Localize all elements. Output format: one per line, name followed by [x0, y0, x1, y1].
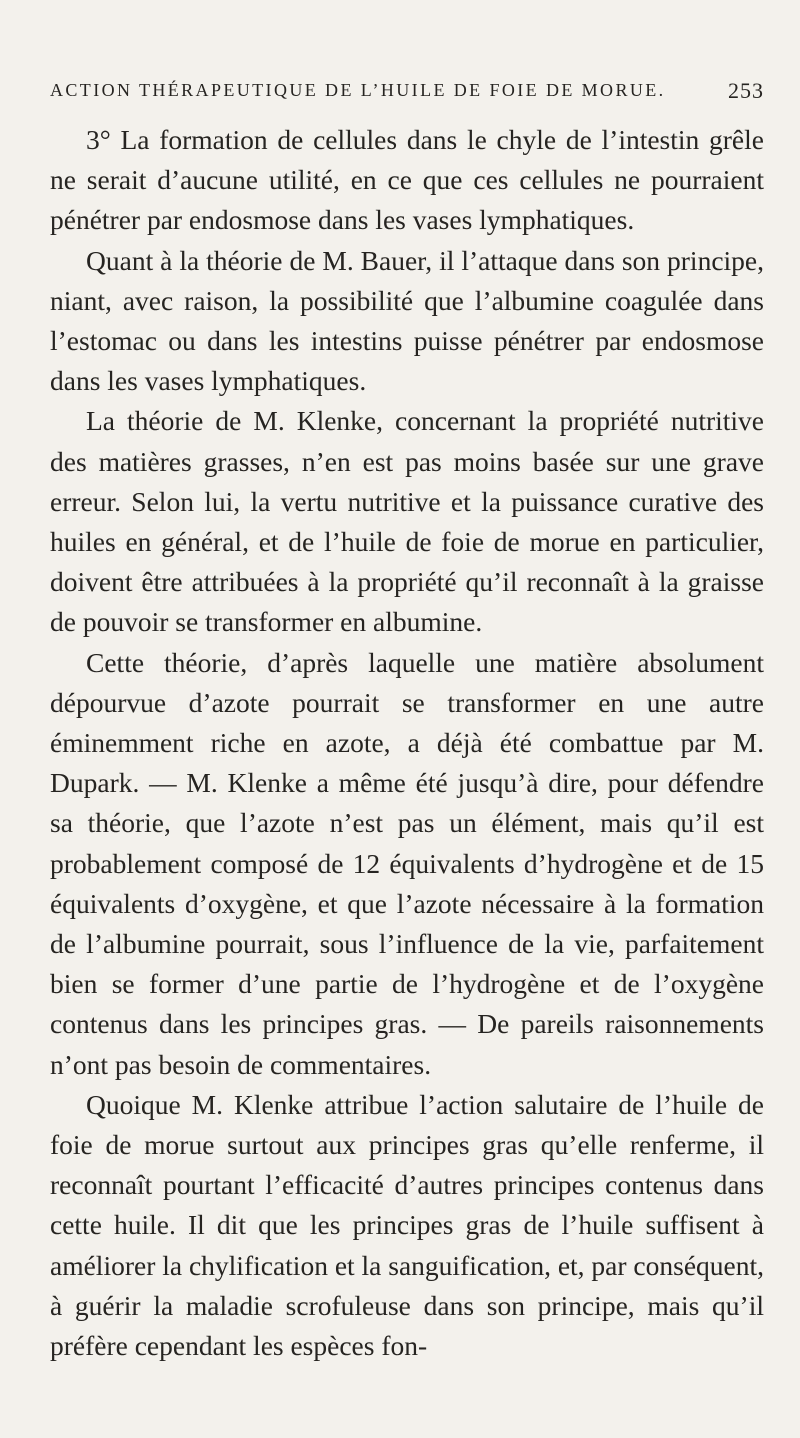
- paragraph-4: Cette théorie, d’après laquelle une matière absolument dépourvue d’azote pourrait se transformer en une autre éminemment riche en azote, a déjà été combattue par M. Dupark. — M. Klenke a même été jusqu’à dire, pour défendre sa théorie, que l’azote n’est pas un élément, mais qu’il est probablement composé de 12 équivalents d’hydrogène et de 15 équivalents d’oxygène, et que l’azote nécessaire à la formation de l’albumine pourrait, sous l’influence de la vie, parfaitement bien se former d’une partie de l’hydrogène et de l’oxygène contenus dans les principes gras. — De pareils raisonnements n’ont pas besoin de commentaires.: [50, 646, 764, 1080]
- paragraph-3: La théorie de M. Klenke, concernant la propriété nutritive des matières grasses, n’en est pas moins basée sur une grave erreur. Selon lui, la vertu nutritive et la puissance curative des huiles en général, et de l’huile de foie de morue en particulier, doivent être attribuées à la propriété qu’il reconnaît à la graisse de pouvoir se transformer en albumine.: [50, 405, 764, 638]
- page-number: 253: [728, 78, 764, 103]
- body-text: [50, 120, 764, 1366]
- paragraph-1: 3° La formation de cellules dans le chyle de l’intestin grêle ne serait d’aucune utilité, en ce que ces cellules ne pourraient pénétrer par endosmose dans les vases lymphatiques.: [50, 124, 764, 236]
- book-page: [50, 78, 764, 1366]
- paragraph-5: Quoique M. Klenke attribue l’action salutaire de l’huile de foie de morue surtout aux principes gras qu’elle renferme, il reconnaît pourtant l’efficacité d’autres principes contenus dans cette huile. Il dit que les principes gras de l’huile suffisent à améliorer la chylification et la sanguification, et, par conséquent, à guérir la maladie scrofuleuse dans son principe, mais qu’il préfère cependant les espèces fon-: [50, 1088, 764, 1362]
- running-head: [50, 78, 764, 114]
- running-title: ACTION THÉRAPEUTIQUE DE L’HUILE DE FOIE DE MORUE.: [50, 80, 666, 100]
- paragraph-2: Quant à la théorie de M. Bauer, il l’attaque dans son principe, niant, avec raison, la possibilité que l’albumine coagulée dans l’estomac ou dans les intestins puisse pénétrer par endosmose dans les vases lymphatiques.: [50, 244, 764, 397]
